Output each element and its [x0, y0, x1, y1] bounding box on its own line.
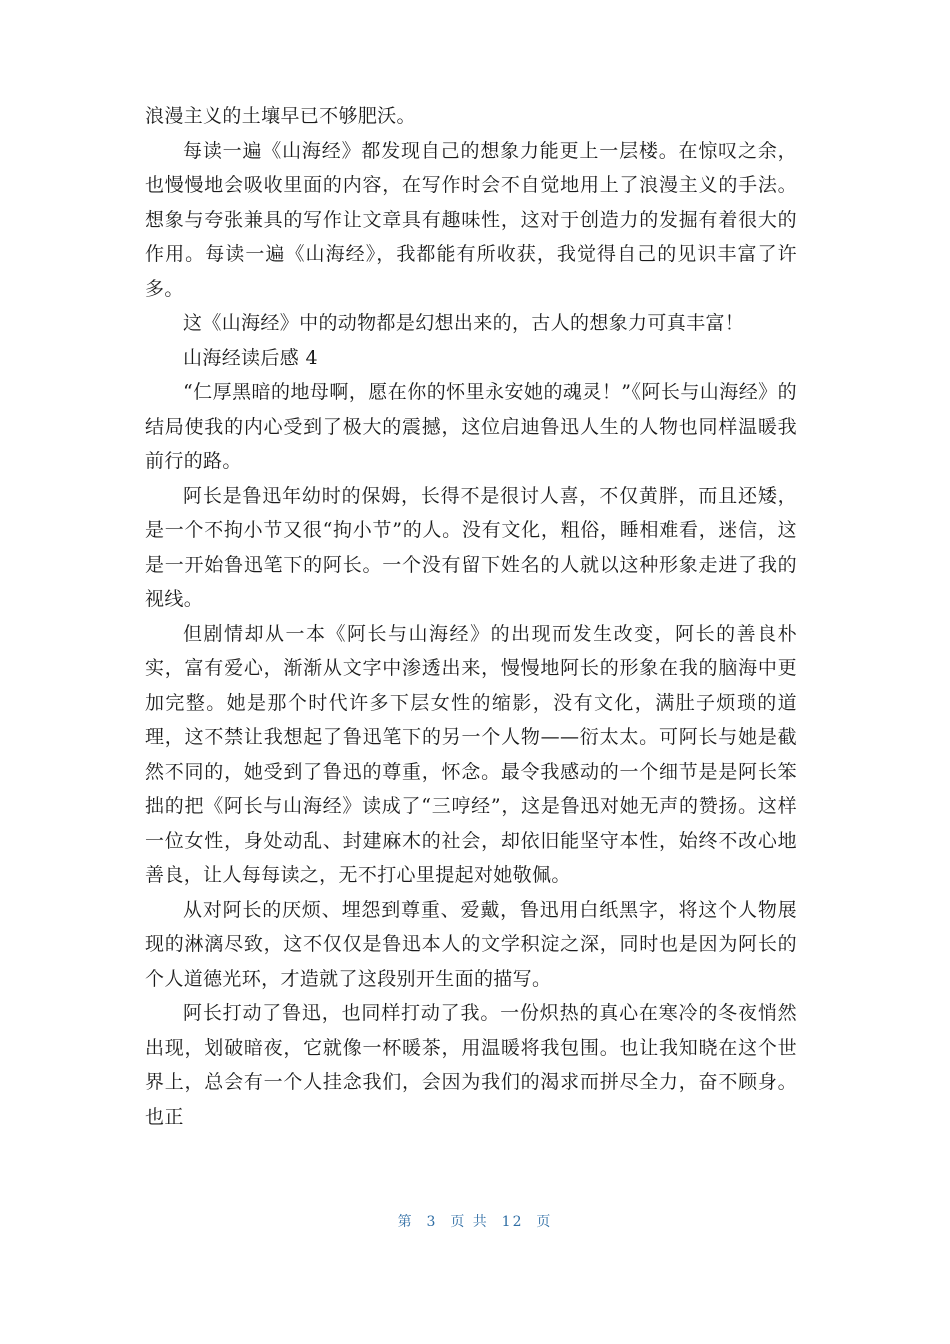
paragraph-1: 浪漫主义的土壤早已不够肥沃。: [145, 105, 416, 127]
section-heading: 山海经读后感 4: [183, 346, 318, 369]
page-number-footer: 第 3 页 共 12 页: [397, 1214, 553, 1230]
paragraph-2: 每读一遍《山海经》都发现自己的想象力能更上一层楼。在惊叹之余，也慢慢地会吸收里面的内容，在写作时会不自觉地用上了浪漫主义的手法。想象与夸张兼具的写作让文章具有趣味性，这对于创造力的发掘有着很大的作用。每读一遍《山海经》，我都能有所收获，我觉得自己的见识丰富了许多。: [145, 139, 797, 300]
paragraph-6: 但剧情却从一本《阿长与山海经》的出现而发生改变，阿长的善良朴实，富有爱心，渐渐从文字中渗透出来，慢慢地阿长的形象在我的脑海中更加完整。她是那个时代许多下层女性的缩影，没有文化，满肚子烦琐的道理，这不禁让我想起了鲁迅笔下的另一个人物——衍太太。可阿长与她是截然不同的，她受到了鲁迅的尊重，怀念。最令我感动的一个细节是是阿长笨拙的把《阿长与山海经》读成了“三哼经”，这是鲁迅对她无声的赞扬。这样一位女性，身处动乱、封建麻木的社会，却依旧能坚守本性，始终不改心地善良，让人每每读之，无不打心里提起对她敬佩。: [145, 622, 797, 886]
document-body: [145, 99, 797, 1134]
paragraph-3: 这《山海经》中的动物都是幻想出来的，古人的想象力可真丰富！: [183, 312, 745, 334]
paragraph-8: 阿长打动了鲁迅，也同样打动了我。一份炽热的真心在寒冷的冬夜悄然出现，划破暗夜，它就像一杯暖茶，用温暖将我包围。也让我知晓在这个世界上，总会有一个人挂念我们，会因为我们的渴求而拼尽全力，奋不顾身。也正: [145, 1002, 797, 1128]
paragraph-4: “仁厚黑暗的地母啊，愿在你的怀里永安她的魂灵！”《阿长与山海经》的结局使我的内心受到了极大的震撼，这位启迪鲁迅人生的人物也同样温暖我前行的路。: [145, 381, 797, 472]
paragraph-7: 从对阿长的厌烦、埋怨到尊重、爱戴，鲁迅用白纸黑字，将这个人物展现的淋漓尽致，这不仅仅是鲁迅本人的文学积淀之深，同时也是因为阿长的个人道德光环，才造就了这段别开生面的描写。: [145, 898, 797, 990]
paragraph-5: 阿长是鲁迅年幼时的保姆，长得不是很讨人喜，不仅黄胖，而且还矮，是一个不拘小节又很“拘小节”的人。没有文化，粗俗，睡相难看，迷信，这是一开始鲁迅笔下的阿长。一个没有留下姓名的人就以这种形象走进了我的视线。: [145, 484, 797, 610]
